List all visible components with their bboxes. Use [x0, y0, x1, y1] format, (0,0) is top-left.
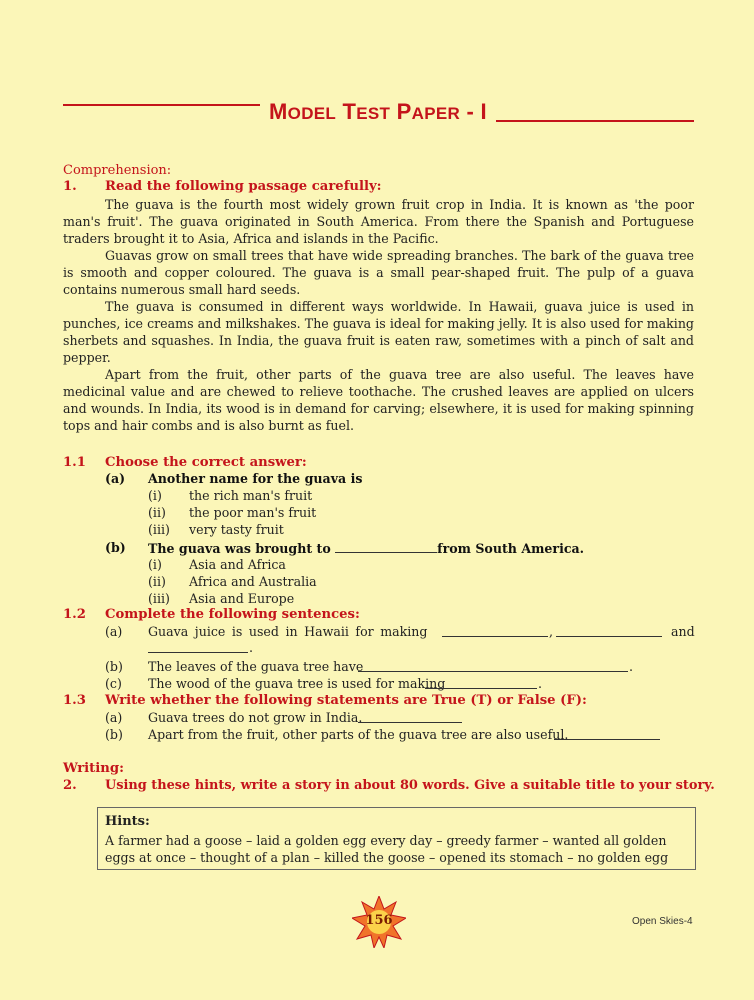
option-text[interactable]: the rich man's fruit	[189, 488, 313, 503]
q1-2-a-and: and	[671, 624, 695, 639]
q1-2-b-period: .	[629, 659, 634, 674]
q1-1-b-question-end: from South America.	[437, 541, 585, 556]
q1-3-heading: Write whether the following statements are True (T) or False (F):	[105, 693, 587, 708]
q1-3-b-label: (b)	[105, 727, 123, 742]
answer-blank[interactable]	[148, 640, 248, 653]
q1-2-a-comma: ,	[549, 624, 554, 639]
option-text[interactable]: Africa and Australia	[189, 574, 317, 589]
option-num: (iii)	[148, 522, 170, 537]
q1-1-a-label: (a)	[105, 471, 126, 486]
q1-1-b-label: (b)	[105, 540, 126, 555]
q1-2-heading: Complete the following sentences:	[105, 607, 360, 622]
book-title: Open Skies-4	[632, 916, 693, 927]
option-num: (i)	[148, 557, 162, 572]
answer-blank[interactable]	[556, 624, 662, 637]
option-text[interactable]: Asia and Europe	[189, 591, 295, 606]
passage-paragraph-1: The guava is the fourth most widely grown fruit crop in India. It is known as 'the poor man's fruit'. The guava originated in South America. From there the Spanish and Portuguese traders brought it to Asia, Africa and islands in the Pacific.	[63, 197, 694, 246]
q1-3-b-text: Apart from the fruit, other parts of the guava tree are also useful.	[148, 727, 569, 742]
answer-blank[interactable]	[425, 676, 537, 689]
hints-text: A farmer had a goose – laid a golden egg every day – greedy farmer – wanted all golden eggs at once – thought of a plan – killed the goose – opened its stomach – no golden egg	[105, 833, 669, 865]
q1-2-c-period: .	[538, 676, 543, 691]
q1-2-b-label: (b)	[105, 659, 123, 674]
q1-1-b-question-start: The guava was brought to	[148, 541, 331, 556]
option-text[interactable]: the poor man's fruit	[189, 505, 317, 520]
passage-paragraph-2: Guavas grow on small trees that have wide spreading branches. The bark of the guava tree is smooth and copper coloured. The guava is a small pear-shaped fruit. The pulp of a guava contains numerous small hard seeds.	[63, 248, 694, 297]
page-number: 156	[365, 913, 393, 928]
q1-2-a-period: .	[249, 640, 254, 655]
answer-blank[interactable]	[335, 540, 437, 553]
passage-paragraph-3: The guava is consumed in different ways worldwide. In Hawaii, guava juice is used in punches, ice creams and milkshakes. The guava is ideal for making jelly. It is also used for making sherbets and squashes. In India, the guava fruit is eaten raw, sometimes with a pinch of salt and pepper.	[63, 299, 694, 365]
option-num: (i)	[148, 488, 162, 503]
q1-1-number: 1.1	[63, 455, 86, 470]
answer-blank[interactable]	[554, 727, 660, 740]
hints-box	[97, 807, 696, 870]
q1-heading: Read the following passage carefully:	[105, 179, 382, 194]
writing-label: Writing:	[63, 761, 124, 776]
comprehension-label: Comprehension:	[63, 163, 172, 178]
q1-2-a-label: (a)	[105, 624, 123, 639]
q1-3-a-text: Guava trees do not grow in India.	[148, 710, 363, 725]
title-rule-left	[63, 104, 260, 106]
q1-1-heading: Choose the correct answer:	[105, 455, 307, 470]
q1-3-a-label: (a)	[105, 710, 123, 725]
q1-2-a-text: Guava juice is used in Hawaii for making	[148, 624, 428, 639]
q1-2-number: 1.2	[63, 607, 86, 622]
option-num: (ii)	[148, 505, 166, 520]
q1-2-c-text: The wood of the guava tree is used for making	[148, 676, 446, 691]
q2-number: 2.	[63, 778, 77, 793]
answer-blank[interactable]	[358, 710, 462, 723]
q1-2-b-text: The leaves of the guava tree have	[148, 659, 364, 674]
answer-blank[interactable]	[358, 659, 628, 672]
q1-number: 1.	[63, 179, 77, 194]
option-num: (iii)	[148, 591, 170, 606]
answer-blank[interactable]	[442, 624, 548, 637]
option-num: (ii)	[148, 574, 166, 589]
title-rule-right	[496, 120, 694, 122]
passage-paragraph-4: Apart from the fruit, other parts of the guava tree are also useful. The leaves have medicinal value and are chewed to relieve toothache. The crushed leaves are applied on ulcers and wounds. In India, its wood is in demand for carving; elsewhere, it is used for making spinning tops and hair combs and is also burnt as fuel.	[63, 367, 694, 433]
q1-1-a-question: Another name for the guava is	[148, 471, 363, 486]
q1-1-b-question	[148, 540, 584, 556]
q1-3-number: 1.3	[63, 693, 86, 708]
option-text[interactable]: very tasty fruit	[189, 522, 284, 537]
page-title: MODEL TEST PAPER - I	[269, 99, 487, 124]
option-text[interactable]: Asia and Africa	[189, 557, 286, 572]
hints-title: Hints:	[105, 814, 150, 829]
q2-heading: Using these hints, write a story in about 80 words. Give a suitable title to your story.	[105, 778, 715, 793]
q1-2-c-label: (c)	[105, 676, 122, 691]
